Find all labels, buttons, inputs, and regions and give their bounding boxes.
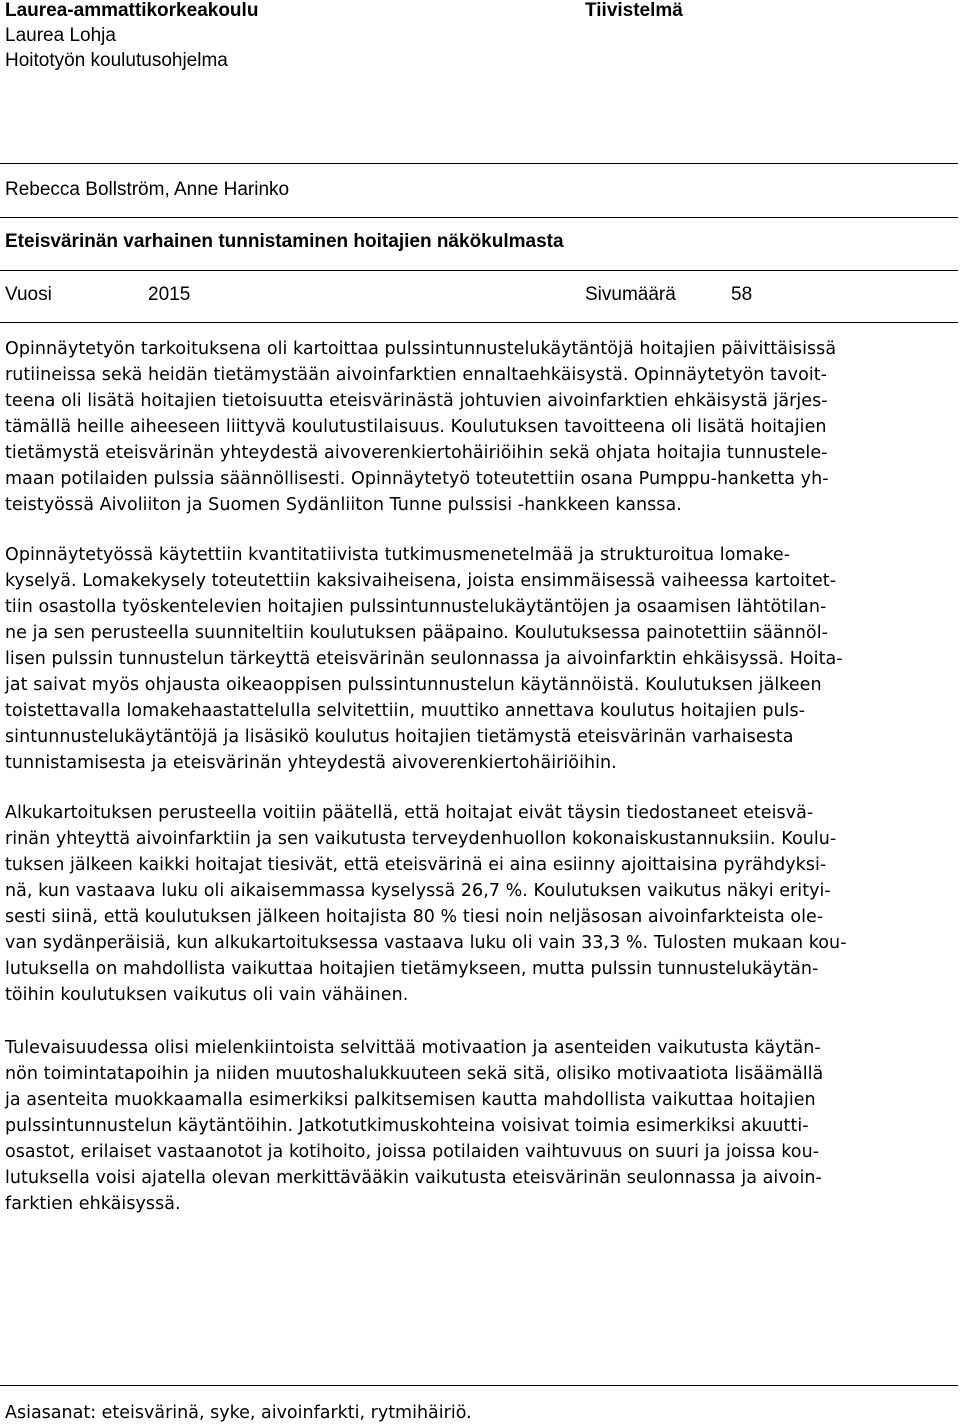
text-line: ja asenteita muokkaamalla esimerkiksi palkitsemisen kautta mahdollista vaikuttaa hoitajien [5, 1090, 816, 1110]
text-line: Alkukartoituksen perusteella voitiin päätellä, että hoitajat eivät täysin tiedostaneet eteisvä- [5, 803, 814, 823]
document-type: Tiivistelmä [585, 0, 683, 21]
text-line: tuksen jälkeen kaikki hoitajat tiesivät, että eteisvärinä ei aina esiinny ajoittaisina pyrähdyksi- [5, 855, 827, 875]
text-line: rutiineissa sekä heidän tietämystään aivoinfarktien ennaltaehkäisystä. Opinnäytetyön tavoit- [5, 365, 828, 385]
abstract-paragraph [5, 336, 955, 518]
text-line: rinän yhteyttä aivoinfarktiin ja sen vaikutusta terveydenhuollon kokonaiskustannuksiin. Koulu- [5, 829, 837, 849]
abstract-paragraph [5, 1035, 955, 1217]
text-line: tämällä heille aiheeseen liittyvä koulutustilaisuus. Koulutuksen tavoitteena oli lisätä hoitajien [5, 417, 827, 437]
text-line: tiin osastolla työskentelevien hoitajien pulssintunnustelukäytäntöjen ja osaamisen lähtötilan- [5, 597, 827, 617]
thesis-title: Eteisvärinän varhainen tunnistaminen hoitajien näkökulmasta [5, 231, 564, 252]
text-line: teistyössä Aivoliiton ja Suomen Sydänliiton Tunne pulssisi -hankkeen kanssa. [5, 495, 682, 515]
text-line: Tulevaisuudessa olisi mielenkiintoista selvittää motivaation ja asenteiden vaikutusta käytän- [5, 1038, 821, 1058]
pages-label: Sivumäärä [585, 284, 676, 305]
text-line: sintunnustelukäytäntöjä ja lisäsikö koulutus hoitajien tietämystä eteisvärinän varhaisesta [5, 727, 794, 747]
divider-meta [0, 322, 958, 323]
text-line: lisen pulssin tunnustelun tärkeyttä eteisvärinän seulonnassa ja aivoinfarktin ehkäisyssä. Hoita- [5, 649, 843, 669]
header-left [5, 0, 565, 73]
year-value: 2015 [148, 284, 191, 305]
text-line: tunnistamisesta ja eteisvärinän yhteydestä aivoverenkiertohäiriöihin. [5, 753, 617, 773]
divider-authors [0, 217, 958, 218]
text-line: nä, kun vastaava luku oli aikaisemmassa kyselyssä 26,7 %. Koulutuksen vaikutus näkyi erityi- [5, 881, 831, 901]
text-line: lutuksella voisi ajatella olevan merkittävääkin vaikutusta eteisvärinän seulonnassa ja aivoin- [5, 1168, 822, 1188]
text-line: tietämystä eteisvärinän yhteydestä aivoverenkiertohäiriöihin sekä ohjata hoitajia tunnustele- [5, 443, 828, 463]
text-line: sesti siinä, että koulutuksen jälkeen hoitajista 80 % tiesi noin neljäsosan aivoinfarkteista ole- [5, 907, 824, 927]
institution-name: Laurea-ammattikorkeakoulu [5, 0, 259, 21]
abstract-paragraph [5, 800, 955, 1008]
text-line: toistettavalla lomakehaastattelulla selvitettiin, muuttiko annettava koulutus hoitajien puls- [5, 701, 806, 721]
text-line: osastot, erilaiset vastaanotot ja kotihoito, joissa potilaiden vaihtuvuus on suuri ja joissa kou- [5, 1142, 820, 1162]
text-line: farktien ehkäisyssä. [5, 1194, 181, 1214]
text-line: maan potilaiden pulssia säännöllisesti. Opinnäytetyö toteutettiin osana Pumppu-hanketta yh- [5, 469, 829, 489]
text-line: Opinnäytetyön tarkoituksena oli kartoittaa pulssintunnustelukäytäntöjä hoitajien päivittäisissä [5, 339, 837, 359]
authors: Rebecca Bollström, Anne Harinko [5, 179, 290, 200]
divider-title [0, 270, 958, 271]
text-line: teena oli lisätä hoitajien tietoisuutta eteisvärinästä johtuvien aivoinfarktien ehkäisystä järjes- [5, 391, 828, 411]
divider-bottom [0, 1385, 958, 1386]
text-line: Opinnäytetyössä käytettiin kvantitatiivista tutkimusmenetelmää ja strukturoitua lomake- [5, 545, 791, 565]
text-line: nön toimintatapoihin ja niiden muutoshalukkuuteen sekä sitä, olisiko motivaatiota lisäämällä [5, 1064, 824, 1084]
pages-value: 58 [731, 284, 753, 305]
programme-name: Hoitotyön koulutusohjelma [5, 50, 228, 71]
text-line: jat saivat myös ohjausta oikeaoppisen pulssintunnustelun käytännöistä. Koulutuksen jälkeen [5, 675, 822, 695]
text-line: ne ja sen perusteella suunniteltiin koulutuksen pääpaino. Koulutuksessa painotettiin säännöl- [5, 623, 828, 643]
text-line: van sydänperäisiä, kun alkukartoituksessa vastaava luku oli vain 33,3 %. Tulosten mukaan kou- [5, 933, 847, 953]
text-line: töihin koulutuksen vaikutus oli vain vähäinen. [5, 985, 409, 1005]
year-label: Vuosi [5, 284, 52, 305]
keywords: Asiasanat: eteisvärinä, syke, aivoinfarkti, rytmihäiriö. [5, 1403, 472, 1423]
text-line: pulssintunnustelun käytäntöihin. Jatkotutkimuskohteina voisivat toimia esimerkiksi akuutti- [5, 1116, 809, 1136]
abstract-paragraph [5, 542, 955, 776]
campus-name: Laurea Lohja [5, 25, 116, 46]
text-line: kyselyä. Lomakekysely toteutettiin kaksivaiheisena, joista ensimmäisessä vaiheessa kartoitet- [5, 571, 837, 591]
divider-top [0, 163, 958, 164]
text-line: lutuksella on mahdollista vaikuttaa hoitajien tietämykseen, mutta pulssin tunnustelukäytän- [5, 959, 819, 979]
